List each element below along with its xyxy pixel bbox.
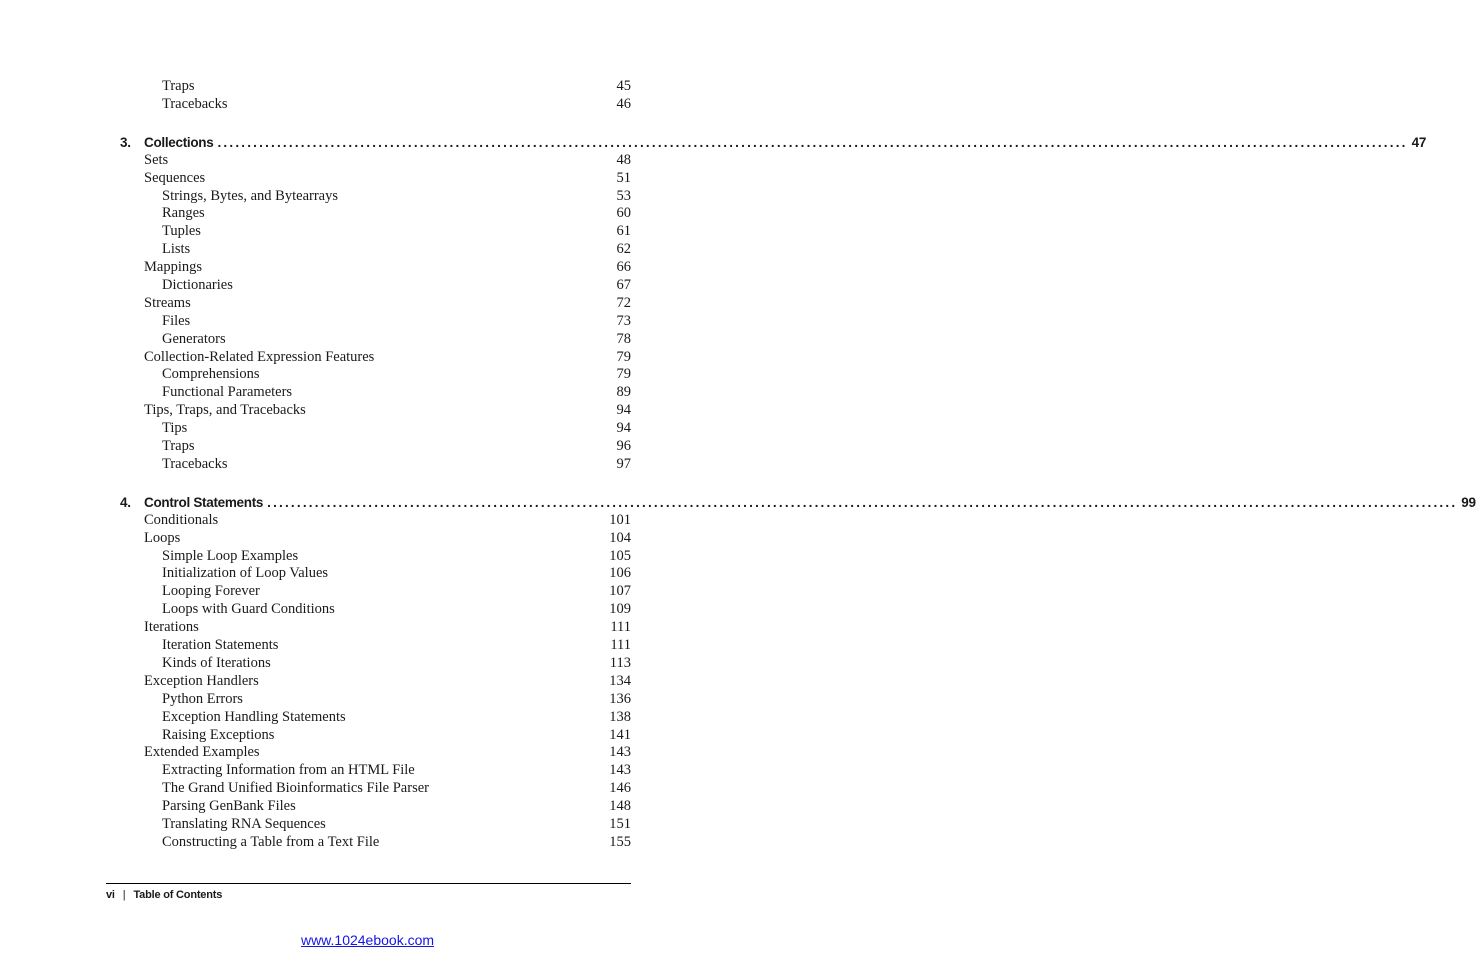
- toc-entry-page: 46: [616, 95, 631, 112]
- toc-entry-title: Tracebacks: [162, 455, 228, 472]
- toc-entry-title: Kinds of Iterations: [162, 654, 271, 671]
- chapter-title: Control Statements: [144, 494, 264, 510]
- toc-entry-title: Sequences: [144, 169, 206, 186]
- toc-entry-page: 105: [609, 547, 631, 564]
- toc-entry-page: 78: [616, 330, 631, 347]
- table-of-contents: [120, 78, 1476, 852]
- toc-entry-page: 60: [616, 205, 631, 222]
- toc-entry-page: 113: [609, 654, 631, 671]
- dot-leader: ........................................................................................................................................................................................................: [267, 494, 1458, 510]
- toc-entry[interactable]: [144, 780, 631, 798]
- toc-entry-page: 136: [609, 690, 631, 707]
- toc-entry-page: 96: [616, 438, 631, 455]
- watermark: [0, 932, 735, 950]
- toc-entry[interactable]: [144, 241, 631, 259]
- toc-entry-page: 51: [616, 169, 631, 186]
- toc-entry-page: 101: [609, 511, 631, 528]
- toc-entry-page: 67: [616, 277, 631, 294]
- toc-entry[interactable]: [144, 188, 631, 206]
- toc-entry-title: Dictionaries: [162, 277, 233, 294]
- toc-entry[interactable]: [144, 420, 631, 438]
- toc-entry[interactable]: [144, 762, 631, 780]
- toc-entry-title: Tips, Traps, and Tracebacks: [144, 402, 306, 419]
- toc-entry-page: 94: [616, 402, 631, 419]
- toc-entry-title: Functional Parameters: [162, 384, 293, 401]
- footer-section-title: Table of Contents: [133, 889, 223, 901]
- toc-entry-title: Initialization of Loop Values: [162, 565, 329, 582]
- toc-entry-title: Sets: [144, 151, 169, 168]
- toc-entry-title: Iterations: [144, 619, 199, 636]
- toc-entry-title: Loops with Guard Conditions: [162, 601, 335, 618]
- toc-entry-page: 109: [609, 601, 631, 618]
- toc-entry-title: Parsing GenBank Files: [162, 798, 296, 815]
- toc-entry-title: Tracebacks: [162, 95, 228, 112]
- toc-entry[interactable]: [144, 152, 631, 170]
- toc-entry-page: 138: [609, 708, 631, 725]
- toc-entry-title: Extended Examples: [144, 744, 260, 761]
- toc-entry[interactable]: [144, 565, 631, 583]
- toc-entry-title: Raising Exceptions: [162, 726, 275, 743]
- toc-entry[interactable]: [144, 366, 631, 384]
- toc-entry-page: 146: [609, 780, 631, 797]
- toc-entry-page: 111: [610, 619, 631, 636]
- footer-divider: [106, 883, 631, 884]
- toc-entry-title: Python Errors: [162, 690, 243, 707]
- toc-entry[interactable]: [144, 673, 631, 691]
- toc-entry-title: Traps: [162, 438, 195, 455]
- toc-entry-page: 79: [616, 348, 631, 365]
- toc-entry-title: The Grand Unified Bioinformatics File Parser: [162, 780, 429, 797]
- toc-entry-title: Tips: [162, 420, 188, 437]
- toc-entry-page: 111: [610, 637, 631, 654]
- toc-entry-page: 53: [616, 187, 631, 204]
- chapter-heading[interactable]: [120, 134, 1427, 152]
- toc-entry-page: 62: [616, 241, 631, 258]
- toc-entry[interactable]: [144, 78, 631, 96]
- toc-entry-page: 151: [609, 815, 631, 832]
- toc-entry-title: Conditionals: [144, 511, 219, 528]
- toc-entry-title: Simple Loop Examples: [162, 547, 299, 564]
- toc-entry-page: 89: [616, 384, 631, 401]
- toc-entry-page: 155: [609, 833, 631, 850]
- toc-entry-title: Generators: [162, 330, 226, 347]
- chapter-number: 3.: [120, 134, 131, 150]
- toc-entry-page: 143: [609, 744, 631, 761]
- toc-entry[interactable]: [144, 96, 631, 114]
- toc-entry[interactable]: [144, 170, 631, 188]
- toc-entry[interactable]: [144, 349, 631, 367]
- toc-entry[interactable]: [144, 259, 631, 277]
- toc-entry-page: 79: [616, 366, 631, 383]
- toc-entry[interactable]: [144, 637, 631, 655]
- toc-entry-title: Comprehensions: [162, 366, 260, 383]
- toc-entry-page: 94: [616, 420, 631, 437]
- toc-entry[interactable]: [144, 727, 631, 745]
- toc-entry[interactable]: [144, 548, 631, 566]
- toc-entry-title: Collection-Related Expression Features: [144, 348, 375, 365]
- chapter-title: Collections: [144, 134, 214, 150]
- toc-entry-page: 106: [609, 565, 631, 582]
- toc-entry-page: 72: [616, 294, 631, 311]
- toc-entry-title: Tuples: [162, 223, 201, 240]
- toc-entry[interactable]: [144, 313, 631, 331]
- toc-entry[interactable]: [144, 619, 631, 637]
- toc-entry-title: Traps: [162, 78, 195, 94]
- toc-entry-title: Exception Handling Statements: [162, 708, 346, 725]
- toc-entry-title: Lists: [162, 241, 191, 258]
- toc-entry-page: 48: [616, 151, 631, 168]
- page-footer: [106, 889, 222, 901]
- toc-entry[interactable]: [144, 655, 631, 673]
- toc-entry-title: Extracting Information from an HTML File: [162, 762, 415, 779]
- toc-entry[interactable]: [144, 512, 631, 530]
- toc-entry-title: Exception Handlers: [144, 672, 259, 689]
- toc-entry-title: Looping Forever: [162, 583, 260, 600]
- toc-entry[interactable]: [144, 834, 631, 852]
- chapter-heading[interactable]: [120, 494, 1476, 512]
- chapter-page: 99: [1461, 494, 1476, 510]
- toc-entry[interactable]: [144, 709, 631, 727]
- toc-entry[interactable]: [144, 384, 631, 402]
- toc-entry-title: Strings, Bytes, and Bytearrays: [162, 187, 338, 204]
- toc-entry[interactable]: [144, 295, 631, 313]
- chapter-number: 4.: [120, 494, 131, 510]
- toc-entry[interactable]: [144, 223, 631, 241]
- toc-entry-title: Streams: [144, 294, 191, 311]
- toc-entry[interactable]: [144, 583, 631, 601]
- toc-entry-page: 104: [609, 529, 631, 546]
- toc-entry[interactable]: [144, 691, 631, 709]
- toc-entry-title: Mappings: [144, 259, 202, 276]
- toc-entry[interactable]: [144, 402, 631, 420]
- toc-entry[interactable]: [144, 331, 631, 349]
- toc-entry-title: Loops: [144, 529, 181, 546]
- toc-entry[interactable]: [144, 438, 631, 456]
- toc-entry[interactable]: [144, 798, 631, 816]
- toc-entry[interactable]: [144, 601, 631, 619]
- toc-entry-page: 141: [609, 726, 631, 743]
- toc-entry[interactable]: [144, 277, 631, 295]
- toc-entry-page: 148: [609, 798, 631, 815]
- toc-entry-page: 97: [616, 455, 631, 472]
- chapter-page: 47: [1411, 134, 1427, 150]
- toc-entry-page: 61: [616, 223, 631, 240]
- watermark-link[interactable]: www.1024ebook.com: [300, 932, 435, 948]
- toc-entry-title: Files: [162, 312, 191, 329]
- toc-entry[interactable]: [144, 530, 631, 548]
- toc-entry[interactable]: [144, 205, 631, 223]
- footer-separator: |: [122, 889, 126, 901]
- dot-leader: ........................................................................................................................................................................................................: [217, 134, 1408, 150]
- toc-entry[interactable]: [144, 744, 631, 762]
- toc-entry[interactable]: [144, 456, 631, 474]
- toc-entry-page: 134: [609, 672, 631, 689]
- toc-entry-title: Translating RNA Sequences: [162, 815, 326, 832]
- toc-entry-title: Iteration Statements: [162, 637, 279, 654]
- toc-entry-page: 143: [609, 762, 631, 779]
- toc-entry-page: 45: [616, 78, 631, 94]
- toc-entry-page: 107: [609, 583, 631, 600]
- toc-entry[interactable]: [144, 816, 631, 834]
- footer-page-number: vi: [106, 889, 115, 901]
- toc-entry-title: Ranges: [162, 205, 205, 222]
- toc-entry-page: 73: [616, 312, 631, 329]
- toc-entry-title: Constructing a Table from a Text File: [162, 833, 380, 850]
- toc-entry-page: 66: [616, 259, 631, 276]
